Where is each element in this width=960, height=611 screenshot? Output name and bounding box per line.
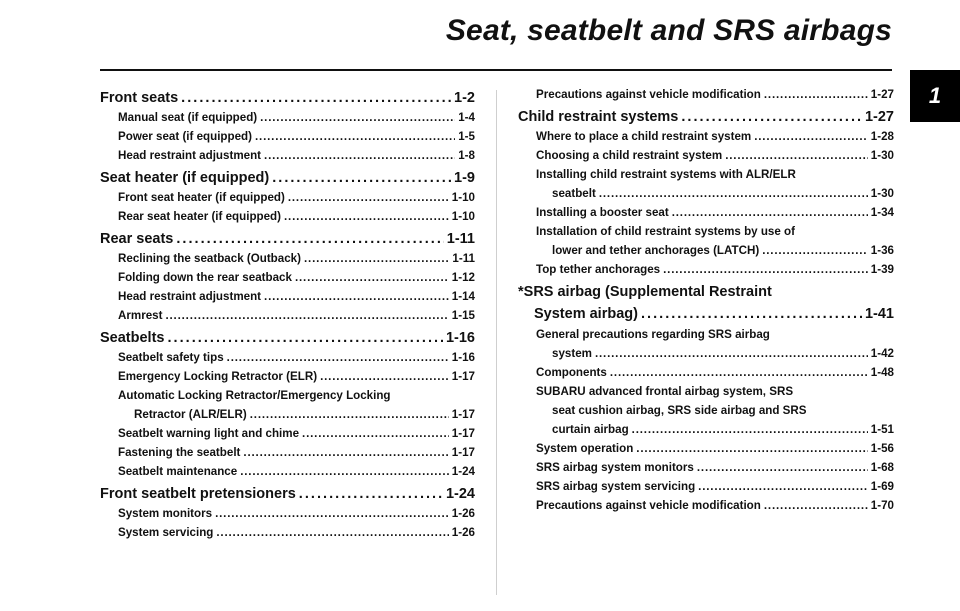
toc-dot-leader bbox=[641, 306, 862, 322]
toc-page-number: 1-8 bbox=[458, 149, 475, 162]
toc-dot-leader bbox=[610, 366, 868, 379]
toc-entry-title: lower and tether anchorages (LATCH) bbox=[552, 244, 760, 257]
toc-dot-leader bbox=[636, 442, 867, 455]
toc-subsection-entry[interactable] bbox=[100, 290, 475, 309]
toc-dot-leader bbox=[299, 486, 443, 502]
toc-entry-title: Emergency Locking Retractor (ELR) bbox=[118, 370, 318, 383]
toc-page-number: 1-48 bbox=[870, 366, 894, 379]
toc-entry-title: SUBARU advanced frontal airbag system, SRS bbox=[536, 385, 794, 398]
toc-subsection-entry[interactable] bbox=[100, 111, 475, 130]
toc-subsection-entry[interactable] bbox=[518, 88, 894, 107]
toc-entry-title: Fastening the seatbelt bbox=[118, 446, 241, 459]
toc-subsection-entry[interactable] bbox=[518, 149, 894, 168]
toc-dot-leader bbox=[764, 88, 868, 101]
toc-entry-title: Choosing a child restraint system bbox=[536, 149, 723, 162]
toc-page-number: 1-26 bbox=[451, 507, 475, 520]
toc-page-number: 1-28 bbox=[870, 130, 894, 143]
toc-section-entry[interactable] bbox=[100, 231, 475, 252]
toc-subsection-entry[interactable] bbox=[100, 210, 475, 229]
toc-page-number: 1-11 bbox=[452, 252, 475, 265]
page-title: Seat, seatbelt and SRS airbags bbox=[445, 14, 892, 47]
toc-dot-leader bbox=[243, 446, 448, 459]
toc-subsection-entry[interactable] bbox=[100, 465, 475, 484]
toc-subsection-entry[interactable] bbox=[518, 328, 894, 366]
toc-entry-title: curtain airbag bbox=[552, 423, 629, 436]
toc-dot-leader bbox=[320, 370, 449, 383]
toc-entry-title: Precautions against vehicle modification bbox=[536, 88, 761, 101]
chapter-tab[interactable]: 1 bbox=[910, 70, 960, 122]
toc-page-number: 1-16 bbox=[451, 351, 475, 364]
toc-entry-title: Installing child restraint systems with ALR/ELR bbox=[536, 168, 796, 181]
title-rule bbox=[100, 69, 892, 71]
toc-entry-title: Power seat (if equipped) bbox=[118, 130, 252, 143]
toc-subsection-entry[interactable] bbox=[518, 385, 894, 442]
toc-page-number: 1-24 bbox=[451, 465, 475, 478]
toc-subsection-entry[interactable] bbox=[518, 263, 894, 282]
toc-dot-leader bbox=[288, 191, 449, 204]
toc-dot-leader bbox=[764, 499, 868, 512]
toc-page-number: 1-34 bbox=[870, 206, 894, 219]
toc-subsection-entry[interactable] bbox=[100, 370, 475, 389]
toc-page-number: 1-15 bbox=[451, 309, 475, 322]
toc-entry-title: Front seat heater (if equipped) bbox=[118, 191, 285, 204]
toc-page-number: 1-11 bbox=[446, 231, 475, 247]
toc-entry-title: SRS airbag system servicing bbox=[536, 480, 696, 493]
toc-dot-leader bbox=[181, 90, 451, 106]
toc-dot-leader bbox=[672, 206, 868, 219]
toc-page-number: 1-30 bbox=[870, 149, 894, 162]
toc-entry-title: Seatbelt warning light and chime bbox=[118, 427, 300, 440]
toc-entry-title: *SRS airbag (Supplemental Restraint bbox=[518, 284, 772, 300]
toc-subsection-entry[interactable] bbox=[518, 130, 894, 149]
toc-dot-leader bbox=[272, 170, 451, 186]
toc-dot-leader bbox=[762, 244, 868, 257]
toc-dot-leader bbox=[725, 149, 868, 162]
toc-page-number: 1-70 bbox=[870, 499, 894, 512]
toc-subsection-entry[interactable] bbox=[518, 499, 894, 518]
toc-dot-leader bbox=[754, 130, 868, 143]
toc-subsection-entry[interactable] bbox=[518, 225, 894, 263]
toc-entry-title: Reclining the seatback (Outback) bbox=[118, 252, 301, 265]
toc-page-number: 1-10 bbox=[451, 210, 475, 223]
toc-dot-leader bbox=[227, 351, 449, 364]
toc-page-number: 1-9 bbox=[454, 170, 475, 186]
toc-page-number: 1-17 bbox=[451, 370, 475, 383]
toc-page-number: 1-56 bbox=[870, 442, 894, 455]
toc-dot-leader bbox=[295, 271, 449, 284]
toc-entry-title: Seat heater (if equipped) bbox=[100, 170, 270, 186]
toc-page-number: 1-42 bbox=[870, 347, 894, 360]
toc-page-number: 1-14 bbox=[451, 290, 475, 303]
toc-dot-leader bbox=[304, 252, 449, 265]
toc-page-number: 1-5 bbox=[458, 130, 475, 143]
toc-dot-leader bbox=[216, 526, 448, 539]
toc-entry-title: Head restraint adjustment bbox=[118, 149, 262, 162]
toc-section-entry[interactable] bbox=[518, 284, 894, 328]
toc-entry-title: SRS airbag system monitors bbox=[536, 461, 694, 474]
toc-entry-title: seat cushion airbag, SRS side airbag and SRS bbox=[552, 404, 807, 417]
toc-dot-leader bbox=[240, 465, 449, 478]
toc-subsection-entry[interactable] bbox=[100, 149, 475, 168]
toc-subsection-entry[interactable] bbox=[100, 130, 475, 149]
toc-entry-title: seatbelt bbox=[552, 187, 596, 200]
toc-dot-leader bbox=[260, 111, 455, 124]
toc-page-number: 1-10 bbox=[451, 191, 475, 204]
toc-subsection-entry[interactable] bbox=[100, 191, 475, 210]
toc-section-entry[interactable] bbox=[100, 170, 475, 191]
toc-dot-leader bbox=[698, 480, 868, 493]
toc-entry-title: Rear seats bbox=[100, 231, 174, 247]
toc-entry-title: Top tether anchorages bbox=[536, 263, 661, 276]
toc-subsection-entry[interactable] bbox=[100, 446, 475, 465]
toc-page-number: 1-2 bbox=[454, 90, 475, 106]
toc-subsection-entry[interactable] bbox=[518, 461, 894, 480]
toc-page-number: 1-17 bbox=[451, 427, 475, 440]
toc-dot-leader bbox=[176, 231, 443, 247]
toc-entry-title: System monitors bbox=[118, 507, 213, 520]
toc-page-number: 1-16 bbox=[445, 330, 475, 346]
toc-page-number: 1-27 bbox=[864, 109, 894, 125]
toc-subsection-entry[interactable] bbox=[518, 206, 894, 225]
toc-page-number: 1-27 bbox=[870, 88, 894, 101]
toc-entry-title: Rear seat heater (if equipped) bbox=[118, 210, 281, 223]
toc-subsection-entry[interactable] bbox=[100, 309, 475, 328]
toc-dot-leader bbox=[595, 347, 868, 360]
toc-section-entry[interactable] bbox=[100, 330, 475, 351]
toc-dot-leader bbox=[255, 130, 455, 143]
toc-left-column bbox=[100, 88, 475, 545]
toc-entry-title: Where to place a child restraint system bbox=[536, 130, 752, 143]
toc-dot-leader bbox=[302, 427, 449, 440]
toc-page-number: 1-12 bbox=[451, 271, 475, 284]
toc-page-number: 1-4 bbox=[458, 111, 475, 124]
toc-entry-title: System servicing bbox=[118, 526, 214, 539]
toc-entry-title: Seatbelt maintenance bbox=[118, 465, 238, 478]
toc-entry-title: General precautions regarding SRS airbag bbox=[536, 328, 770, 341]
toc-dot-leader bbox=[250, 408, 449, 421]
toc-dot-leader bbox=[284, 210, 449, 223]
toc-subsection-entry[interactable] bbox=[518, 168, 894, 206]
toc-entry-title: Head restraint adjustment bbox=[118, 290, 262, 303]
toc-entry-title: Seatbelts bbox=[100, 330, 165, 346]
toc-page-number: 1-24 bbox=[445, 486, 475, 502]
toc-subsection-entry[interactable] bbox=[518, 480, 894, 499]
toc-subsection-entry[interactable] bbox=[100, 507, 475, 526]
toc-subsection-entry[interactable] bbox=[100, 389, 475, 427]
toc-page-number: 1-30 bbox=[870, 187, 894, 200]
toc-page-number: 1-69 bbox=[870, 480, 894, 493]
toc-subsection-entry[interactable] bbox=[100, 271, 475, 290]
toc-subsection-entry[interactable] bbox=[100, 351, 475, 370]
toc-dot-leader bbox=[681, 109, 862, 125]
toc-entry-title: Armrest bbox=[118, 309, 163, 322]
toc-entry-title: Front seatbelt pretensioners bbox=[100, 486, 296, 502]
toc-entry-title: System airbag) bbox=[534, 306, 638, 322]
toc-subsection-entry[interactable] bbox=[100, 526, 475, 545]
toc-entry-title: Front seats bbox=[100, 90, 179, 106]
toc-page-number: 1-51 bbox=[870, 423, 894, 436]
toc-entry-title: Child restraint systems bbox=[518, 109, 679, 125]
toc-page-number: 1-39 bbox=[870, 263, 894, 276]
toc-entry-title: Seatbelt safety tips bbox=[118, 351, 224, 364]
toc-entry-title: Installation of child restraint systems by use of bbox=[536, 225, 795, 238]
toc-entry-title: Manual seat (if equipped) bbox=[118, 111, 258, 124]
toc-entry-title: Retractor (ALR/ELR) bbox=[134, 408, 247, 421]
toc-page-number: 1-68 bbox=[870, 461, 894, 474]
toc-entry-title: system bbox=[552, 347, 592, 360]
toc-page-number: 1-17 bbox=[451, 408, 475, 421]
toc-page-number: 1-41 bbox=[864, 306, 894, 322]
toc-entry-title: Installing a booster seat bbox=[536, 206, 669, 219]
toc-entry-title: Automatic Locking Retractor/Emergency Locking bbox=[118, 389, 391, 402]
toc-entry-title: Components bbox=[536, 366, 607, 379]
toc-dot-leader bbox=[264, 149, 455, 162]
toc-subsection-entry[interactable] bbox=[100, 427, 475, 446]
toc-subsection-entry[interactable] bbox=[100, 252, 475, 271]
column-divider bbox=[496, 90, 497, 595]
toc-subsection-entry[interactable] bbox=[518, 442, 894, 461]
toc-entry-title: Precautions against vehicle modification bbox=[536, 499, 761, 512]
toc-dot-leader bbox=[167, 330, 442, 346]
toc-section-entry[interactable] bbox=[100, 90, 475, 111]
toc-section-entry[interactable] bbox=[100, 486, 475, 507]
toc-right-column bbox=[518, 88, 894, 518]
toc-dot-leader bbox=[663, 263, 868, 276]
toc-dot-leader bbox=[165, 309, 448, 322]
toc-dot-leader bbox=[599, 187, 868, 200]
toc-page-number: 1-26 bbox=[451, 526, 475, 539]
toc-subsection-entry[interactable] bbox=[518, 366, 894, 385]
toc-dot-leader bbox=[264, 290, 449, 303]
toc-entry-title: Folding down the rear seatback bbox=[118, 271, 292, 284]
toc-section-entry[interactable] bbox=[518, 109, 894, 130]
toc-entry-title: System operation bbox=[536, 442, 634, 455]
toc-dot-leader bbox=[215, 507, 449, 520]
toc-page-number: 1-17 bbox=[451, 446, 475, 459]
toc-dot-leader bbox=[697, 461, 868, 474]
toc-page-number: 1-36 bbox=[870, 244, 894, 257]
toc-dot-leader bbox=[632, 423, 868, 436]
